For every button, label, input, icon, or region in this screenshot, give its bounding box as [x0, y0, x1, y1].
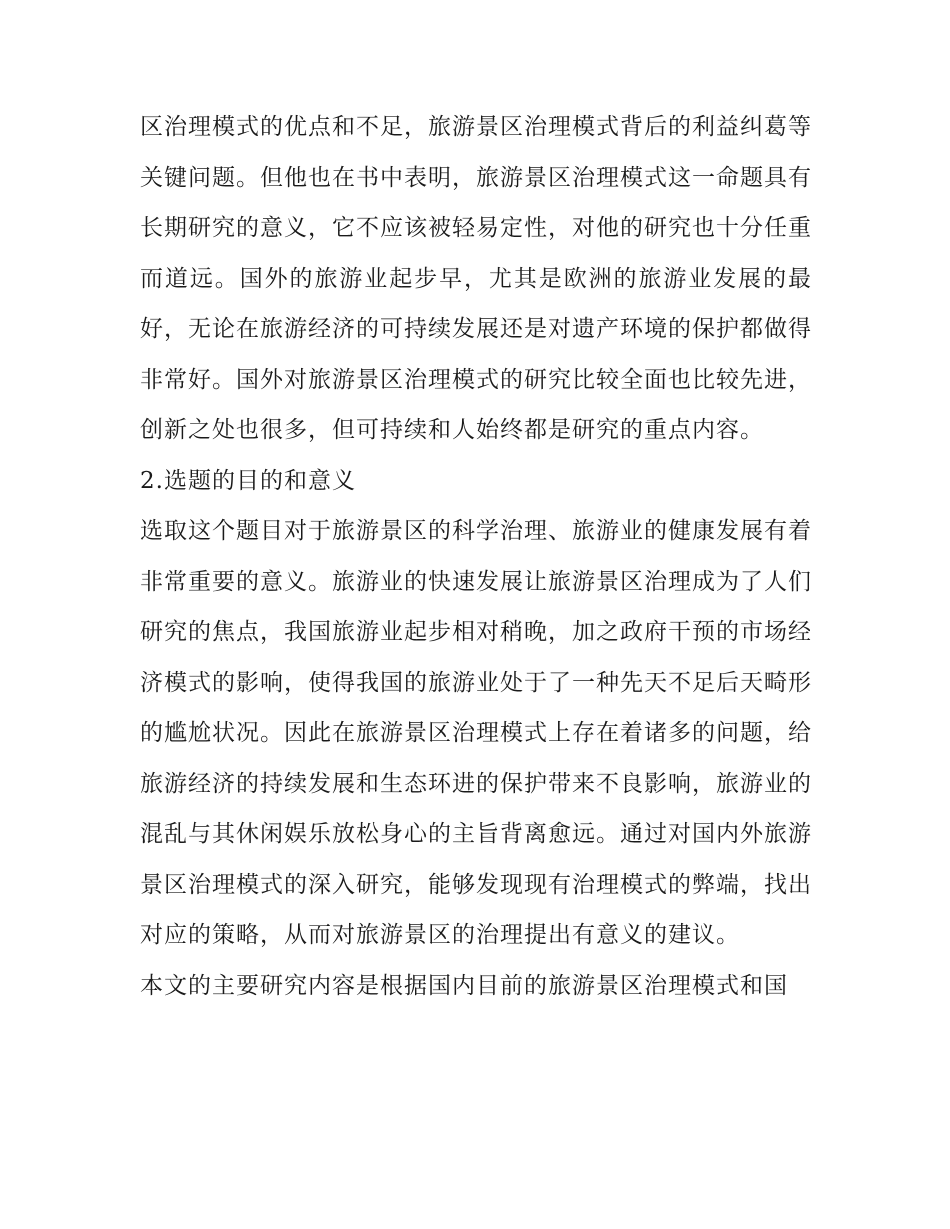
document-body	[140, 102, 812, 1011]
paragraph-2: 选取这个题目对于旅游景区的科学治理、旅游业的健康发展有着非常重要的意义。旅游业的快速发展让旅游景区治理成为了人们研究的焦点，我国旅游业起步相对稍晚，加之政府干预的市场经济模式的影响，使得我国的旅游业处于了一种先天不足后天畸形的尴尬状况。因此在旅游景区治理模式上存在着诸多的问题，给旅游经济的持续发展和生态环进的保护带来不良影响，旅游业的混乱与其休闲娱乐放松身心的主旨背离愈远。通过对国内外旅游景区治理模式的深入研究，能够发现现有治理模式的弊端，找出对应的策略，从而对旅游景区的治理提出有意义的建议。	[140, 518, 812, 948]
section-heading: 2.选题的目的和意义	[140, 467, 356, 494]
paragraph-3: 本文的主要研究内容是根据国内目前的旅游景区治理模式和国	[140, 972, 788, 999]
paragraph-1: 区治理模式的优点和不足，旅游景区治理模式背后的利益纠葛等关键问题。但他也在书中表明，旅游景区治理模式这一命题具有长期研究的意义，它不应该被轻易定性，对他的研究也十分任重而道远。国外的旅游业起步早，尤其是欧洲的旅游业发展的最好，无论在旅游经济的可持续发展还是对遗产环境的保护都做得非常好。国外对旅游景区治理模式的研究比较全面也比较先进，创新之处也很多，但可持续和人始终都是研究的重点内容。	[140, 114, 812, 443]
